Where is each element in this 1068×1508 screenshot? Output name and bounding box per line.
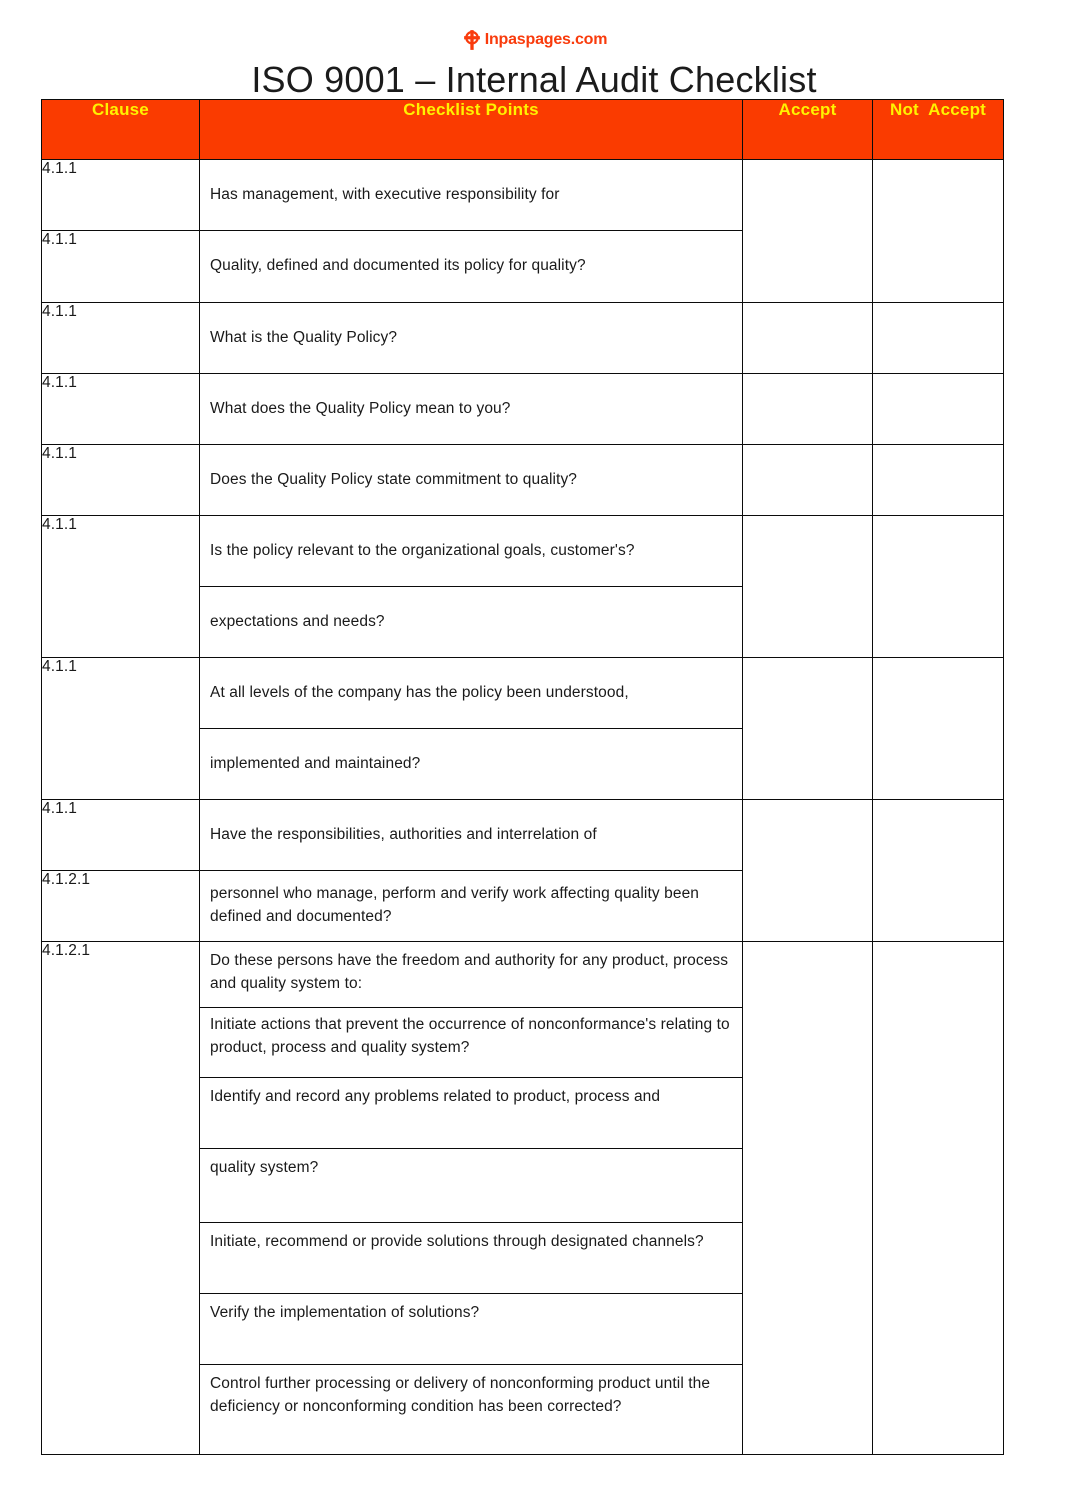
points-text: Initiate, recommend or provide solutions through designated channels? bbox=[210, 1233, 704, 1250]
not-accept-cell[interactable] bbox=[873, 658, 1004, 800]
points-text: What does the Quality Policy mean to you? bbox=[210, 399, 511, 417]
accept-cell[interactable] bbox=[743, 658, 873, 800]
table-row bbox=[42, 303, 1004, 374]
points-cell bbox=[200, 1294, 743, 1365]
points-text: Does the Quality Policy state commitment to quality? bbox=[210, 470, 578, 488]
points-text: Do these persons have the freedom and authority for any product, process and quality system to: bbox=[210, 952, 729, 992]
points-cell bbox=[200, 800, 743, 871]
accept-cell[interactable] bbox=[743, 800, 873, 942]
table-row bbox=[42, 942, 1004, 1008]
table-header-row bbox=[42, 100, 1004, 160]
points-cell bbox=[200, 374, 743, 445]
table-row bbox=[42, 516, 1004, 587]
points-text: At all levels of the company has the policy been understood, bbox=[210, 683, 629, 701]
column-header-clause: Clause bbox=[42, 100, 200, 160]
points-cell bbox=[200, 587, 743, 658]
celtic-cross-icon bbox=[461, 29, 483, 51]
points-text: Has management, with executive responsibility for bbox=[210, 185, 560, 203]
checklist-table-wrapper bbox=[41, 99, 1003, 1455]
accept-cell[interactable] bbox=[743, 303, 873, 374]
clause-cell: 4.1.1 bbox=[42, 445, 200, 516]
points-cell bbox=[200, 231, 743, 303]
not-accept-cell[interactable] bbox=[873, 516, 1004, 658]
points-cell bbox=[200, 871, 743, 942]
points-cell bbox=[200, 658, 743, 729]
points-cell bbox=[200, 1078, 743, 1149]
clause-cell: 4.1.1 bbox=[42, 160, 200, 231]
table-row bbox=[42, 374, 1004, 445]
column-header-points: Checklist Points bbox=[200, 100, 743, 160]
points-cell bbox=[200, 1223, 743, 1294]
table-row bbox=[42, 800, 1004, 871]
points-cell bbox=[200, 1149, 743, 1223]
page-title: ISO 9001 – Internal Audit Checklist bbox=[251, 59, 817, 100]
brand-header bbox=[0, 0, 1068, 52]
column-header-accept: Accept bbox=[743, 100, 873, 160]
points-cell bbox=[200, 1365, 743, 1455]
points-text: Verify the implementation of solutions? bbox=[210, 1304, 480, 1321]
table-row bbox=[42, 658, 1004, 729]
not-accept-cell[interactable] bbox=[873, 303, 1004, 374]
points-cell bbox=[200, 942, 743, 1008]
points-cell bbox=[200, 445, 743, 516]
clause-cell: 4.1.1 bbox=[42, 658, 200, 800]
not-accept-cell[interactable] bbox=[873, 445, 1004, 516]
clause-cell: 4.1.1 bbox=[42, 374, 200, 445]
points-text: Identify and record any problems related to product, process and bbox=[210, 1088, 661, 1105]
table-row bbox=[42, 445, 1004, 516]
points-text: quality system? bbox=[210, 1159, 319, 1176]
accept-cell[interactable] bbox=[743, 374, 873, 445]
points-text: implemented and maintained? bbox=[210, 754, 421, 772]
clause-cell: 4.1.1 bbox=[42, 516, 200, 658]
points-text: expectations and needs? bbox=[210, 612, 385, 630]
clause-cell: 4.1.2.1 bbox=[42, 942, 200, 1455]
accept-cell[interactable] bbox=[743, 516, 873, 658]
points-text: personnel who manage, perform and verify work affecting quality been defined and documented? bbox=[210, 885, 700, 925]
clause-cell: 4.1.1 bbox=[42, 303, 200, 374]
points-text: Control further processing or delivery of nonconforming product until the deficiency or nonconforming condition has been corrected? bbox=[210, 1375, 711, 1415]
points-cell bbox=[200, 516, 743, 587]
not-accept-cell[interactable] bbox=[873, 374, 1004, 445]
points-text: Have the responsibilities, authorities and interrelation of bbox=[210, 825, 597, 843]
not-accept-cell[interactable] bbox=[873, 160, 1004, 303]
accept-cell[interactable] bbox=[743, 942, 873, 1455]
clause-cell: 4.1.2.1 bbox=[42, 871, 200, 942]
points-cell bbox=[200, 160, 743, 231]
brand-name: Inpaspages.com bbox=[484, 31, 608, 48]
not-accept-cell[interactable] bbox=[873, 800, 1004, 942]
clause-cell: 4.1.1 bbox=[42, 800, 200, 871]
table-row bbox=[42, 160, 1004, 231]
accept-cell[interactable] bbox=[743, 160, 873, 303]
points-cell bbox=[200, 1008, 743, 1078]
accept-cell[interactable] bbox=[743, 445, 873, 516]
points-cell bbox=[200, 729, 743, 800]
column-header-not-accept: Not Accept bbox=[873, 100, 1004, 160]
not-accept-cell[interactable] bbox=[873, 942, 1004, 1455]
points-cell bbox=[200, 303, 743, 374]
points-text: Quality, defined and documented its policy for quality? bbox=[210, 257, 586, 275]
checklist-table bbox=[41, 99, 1004, 1455]
points-text: What is the Quality Policy? bbox=[210, 328, 398, 346]
clause-cell: 4.1.1 bbox=[42, 231, 200, 303]
points-text: Initiate actions that prevent the occurrence of nonconformance's relating to product, process and quality system? bbox=[210, 1016, 730, 1056]
points-text: Is the policy relevant to the organizational goals, customer's? bbox=[210, 541, 635, 559]
